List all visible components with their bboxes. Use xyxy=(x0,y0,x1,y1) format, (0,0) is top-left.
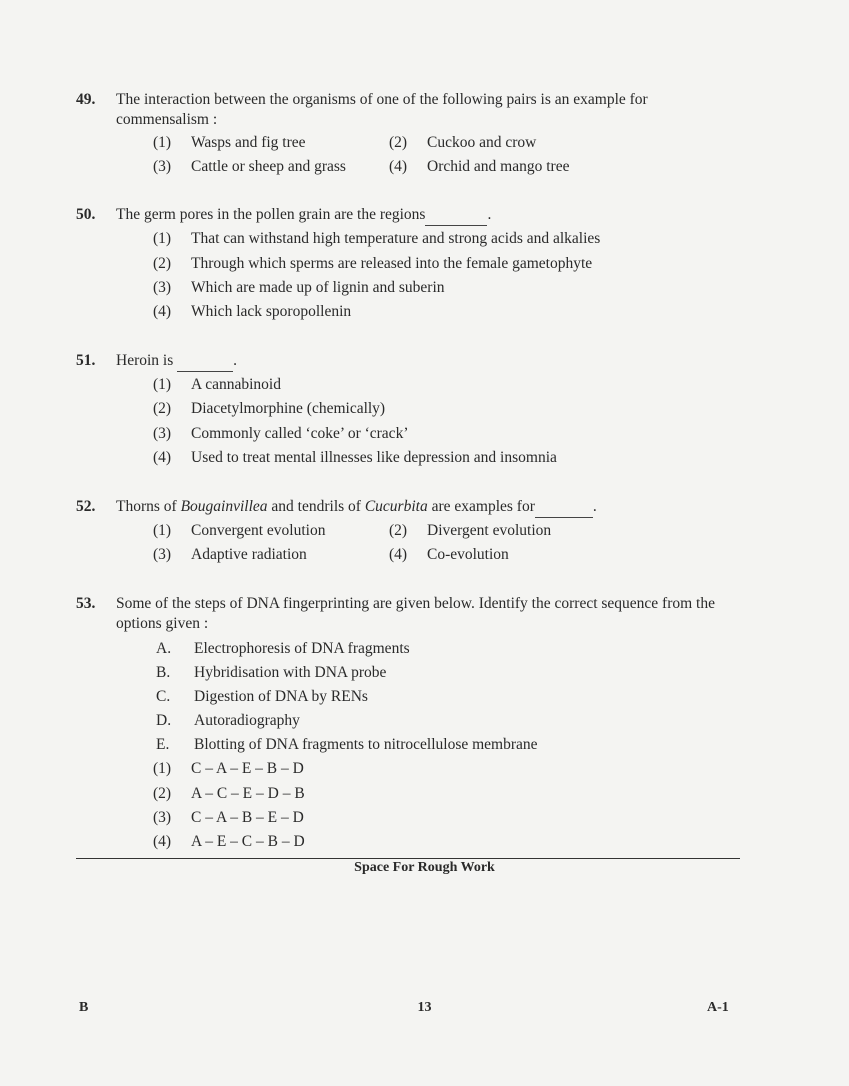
step-c: C. Digestion of DNA by RENs xyxy=(156,688,368,705)
option-49-4: (4) Orchid and mango tree xyxy=(389,158,570,175)
species-cucurbita: Cucurbita xyxy=(364,498,428,515)
question-text: Thorns of Bougainvillea and tendrils of Cucurbita are examples for . xyxy=(116,497,728,518)
option-53-1: (1) C – A – E – B – D xyxy=(153,760,304,777)
footer-code: A-1 xyxy=(707,1000,729,1015)
option-52-3: (3) Adaptive radiation xyxy=(153,546,307,563)
rough-work-label: Space For Rough Work xyxy=(354,860,495,875)
question-text: The germ pores in the pollen grain are the regions xyxy=(116,206,426,223)
exam-page: 49. The interaction between the organisms of one of the following pairs is an example for commensalism : (1) Wasps and fig tree (2) Cuckoo and crow (3) Cattle or sheep and grass (4) Orchid and mango tree 50. The germ pores in the pollen grain are the regions . (1) That can withstand high temperature and strong acids and alkalies (2) Through which sperms are released into the female gametophyte (3) Which are made up of lignin and suberin (4) Which lack sporopollenin 51. Heroin is . (1) A cannabinoid (2) Diacetylmorphine (chemically) (3) Commonly called ‘coke’ or ‘crack’ (4) Used to treat mental illnesses like depression and insomnia 52. Thorns of Bougainvillea and tendrils of Cucurbita are examples for . (1) Convergent evolution (2) Divergent evolution (3) Adaptive radiation (4) Co-evolution 53. Some of the steps of DNA fingerprinting are given below. Identify the correct sequence from the options given : A. Electrophoresis of DNA fragments B. Hybridisation with DNA probe C. Digestion of DNA by RENs D. Autoradiography E. Blotting of DNA fragments to nitrocellulose membrane (1) C – A – E – B – D (2) A – C – E – D – B (3) C – A – B – E – D (4) A – E – C – B – D Space For Rough Work B 13 A-1 xyxy=(0,0,849,1086)
step-b: B. Hybridisation with DNA probe xyxy=(156,664,387,681)
option-50-2: (2) Through which sperms are released into the female gametophyte xyxy=(153,255,593,272)
option-53-3: (3) C – A – B – E – D xyxy=(153,809,304,826)
question-number: 52. xyxy=(76,498,96,515)
option-51-3: (3) Commonly called ‘coke’ or ‘crack’ xyxy=(153,425,409,442)
option-50-1: (1) That can withstand high temperature and strong acids and alkalies xyxy=(153,230,601,247)
option-53-4: (4) A – E – C – B – D xyxy=(153,833,305,850)
species-bougainvillea: Bougainvillea xyxy=(180,498,268,515)
option-49-1: (1) Wasps and fig tree xyxy=(153,134,306,151)
option-53-2: (2) A – C – E – D – B xyxy=(153,785,305,802)
option-51-4: (4) Used to treat mental illnesses like depression and insomnia xyxy=(153,449,557,466)
option-52-4: (4) Co-evolution xyxy=(389,546,509,563)
question-number: 51. xyxy=(76,352,96,369)
step-e: E. Blotting of DNA fragments to nitrocellulose membrane xyxy=(156,736,538,753)
option-52-2: (2) Divergent evolution xyxy=(389,522,552,539)
option-49-3: (3) Cattle or sheep and grass xyxy=(153,158,346,175)
option-51-2: (2) Diacetylmorphine (chemically) xyxy=(153,400,386,417)
question-text: The interaction between the organisms of one of the following pairs is an example for commensalism : xyxy=(116,91,648,128)
question-number: 49. xyxy=(76,91,96,108)
divider-line xyxy=(76,858,740,859)
footer-series: B xyxy=(79,1000,89,1015)
question-text: Some of the steps of DNA fingerprinting are given below. Identify the correct sequence from the options given : xyxy=(116,595,715,632)
option-51-1: (1) A cannabinoid xyxy=(153,376,281,393)
answer-blank xyxy=(177,351,233,372)
question-number: 53. xyxy=(76,595,96,612)
question-number: 50. xyxy=(76,206,96,223)
option-50-3: (3) Which are made up of lignin and suberin xyxy=(153,279,445,296)
step-d: D. Autoradiography xyxy=(156,712,300,729)
page-number: 13 xyxy=(417,1000,432,1015)
option-49-2: (2) Cuckoo and crow xyxy=(389,134,537,151)
answer-blank xyxy=(535,497,593,518)
answer-blank xyxy=(425,205,487,226)
question-text: Heroin is xyxy=(116,352,174,369)
option-50-4: (4) Which lack sporopollenin xyxy=(153,303,352,320)
option-52-1: (1) Convergent evolution xyxy=(153,522,326,539)
step-a: A. Electrophoresis of DNA fragments xyxy=(156,640,410,657)
